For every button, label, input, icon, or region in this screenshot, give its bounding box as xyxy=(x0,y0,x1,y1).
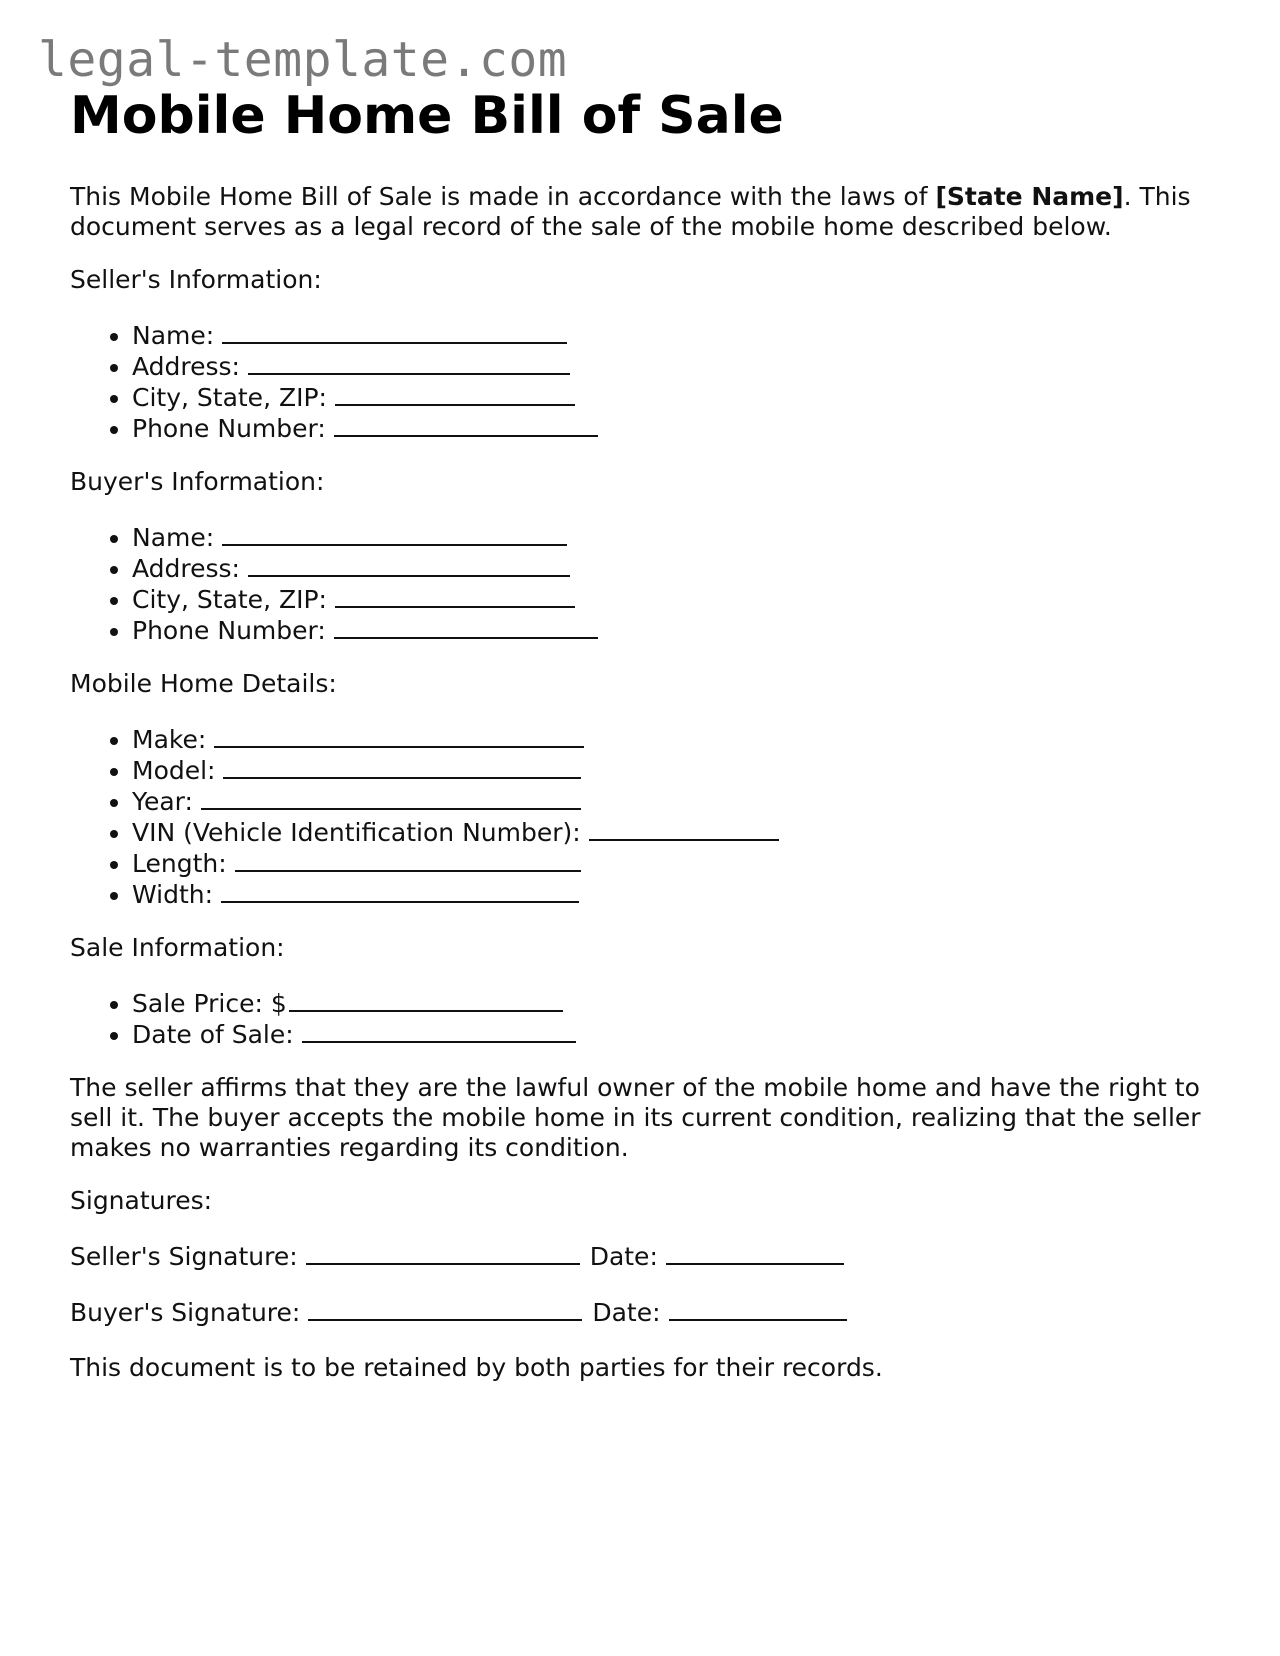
buyer-name-blank[interactable] xyxy=(222,522,567,546)
retention-note: This document is to be retained by both parties for their records. xyxy=(70,1353,883,1382)
list-item xyxy=(132,848,1220,879)
buyer-date-label: Date: xyxy=(592,1298,661,1327)
document-body xyxy=(70,182,1220,1383)
length-blank[interactable] xyxy=(235,848,581,872)
buyer-info-list xyxy=(70,522,1220,646)
date-of-sale-blank[interactable] xyxy=(302,1019,576,1043)
list-item xyxy=(132,351,1220,382)
seller-name-blank[interactable] xyxy=(222,320,567,344)
field-label: VIN (Vehicle Identification Number): xyxy=(132,818,581,847)
list-item xyxy=(132,413,1220,444)
field-label: Phone Number: xyxy=(132,414,326,443)
mobile-home-details-list xyxy=(70,724,1220,910)
list-item xyxy=(132,320,1220,351)
intro-text-end: . This document serves as a legal record of the sale of the mobile home described below. xyxy=(70,182,1191,241)
seller-date-label: Date: xyxy=(589,1242,658,1271)
intro-paragraph xyxy=(70,182,1220,242)
field-label: Sale Price: $ xyxy=(132,989,287,1018)
list-item xyxy=(132,879,1220,910)
width-blank[interactable] xyxy=(221,879,579,903)
list-item xyxy=(132,724,1220,755)
list-item xyxy=(132,584,1220,615)
state-name-placeholder: [State Name] xyxy=(935,182,1124,211)
field-label: Make: xyxy=(132,725,207,754)
seller-signature-label: Seller's Signature: xyxy=(70,1242,298,1271)
list-item xyxy=(132,615,1220,646)
buyer-city-state-zip-blank[interactable] xyxy=(335,584,575,608)
year-blank[interactable] xyxy=(201,786,581,810)
list-item xyxy=(132,988,1220,1019)
buyer-signature-blank[interactable] xyxy=(308,1297,582,1321)
field-label: Name: xyxy=(132,523,215,552)
model-blank[interactable] xyxy=(223,755,581,779)
make-blank[interactable] xyxy=(214,724,584,748)
buyer-address-blank[interactable] xyxy=(248,553,570,577)
intro-text-start: This Mobile Home Bill of Sale is made in accordance with the laws of xyxy=(70,182,936,211)
list-item xyxy=(132,786,1220,817)
field-label: City, State, ZIP: xyxy=(132,585,327,614)
field-label: Date of Sale: xyxy=(132,1020,294,1049)
list-item xyxy=(132,382,1220,413)
field-label: Year: xyxy=(132,787,193,816)
sale-info-heading: Sale Information: xyxy=(70,933,285,962)
sale-info-list xyxy=(70,988,1220,1050)
seller-date-blank[interactable] xyxy=(666,1241,844,1265)
buyer-date-blank[interactable] xyxy=(669,1297,847,1321)
seller-signature-line xyxy=(70,1241,1220,1272)
field-label: Length: xyxy=(132,849,227,878)
list-item xyxy=(132,1019,1220,1050)
seller-city-state-zip-blank[interactable] xyxy=(335,382,575,406)
buyer-signature-label: Buyer's Signature: xyxy=(70,1298,301,1327)
field-label: Address: xyxy=(132,352,240,381)
site-watermark: legal-template.com xyxy=(38,32,568,88)
buyer-info-heading: Buyer's Information: xyxy=(70,467,325,496)
seller-info-heading: Seller's Information: xyxy=(70,265,322,294)
seller-signature-blank[interactable] xyxy=(306,1241,580,1265)
field-label: City, State, ZIP: xyxy=(132,383,327,412)
seller-phone-blank[interactable] xyxy=(334,413,598,437)
seller-address-blank[interactable] xyxy=(248,351,570,375)
list-item xyxy=(132,817,1220,848)
field-label: Width: xyxy=(132,880,214,909)
list-item xyxy=(132,553,1220,584)
field-label: Name: xyxy=(132,321,215,350)
field-label: Phone Number: xyxy=(132,616,326,645)
list-item xyxy=(132,522,1220,553)
buyer-phone-blank[interactable] xyxy=(334,615,598,639)
field-label: Model: xyxy=(132,756,216,785)
mobile-home-details-heading: Mobile Home Details: xyxy=(70,669,337,698)
document-title: Mobile Home Bill of Sale xyxy=(70,86,784,146)
list-item xyxy=(132,755,1220,786)
vin-blank[interactable] xyxy=(589,817,779,841)
field-label: Address: xyxy=(132,554,240,583)
buyer-signature-line xyxy=(70,1297,1220,1328)
affirmation-paragraph: The seller affirms that they are the lawful owner of the mobile home and have the right to sell it. The buyer accepts the mobile home in its current condition, realizing that the seller makes no warranties regarding its condition. xyxy=(70,1073,1201,1162)
sale-price-blank[interactable] xyxy=(289,988,563,1012)
signatures-heading: Signatures: xyxy=(70,1186,213,1215)
seller-info-list xyxy=(70,320,1220,444)
